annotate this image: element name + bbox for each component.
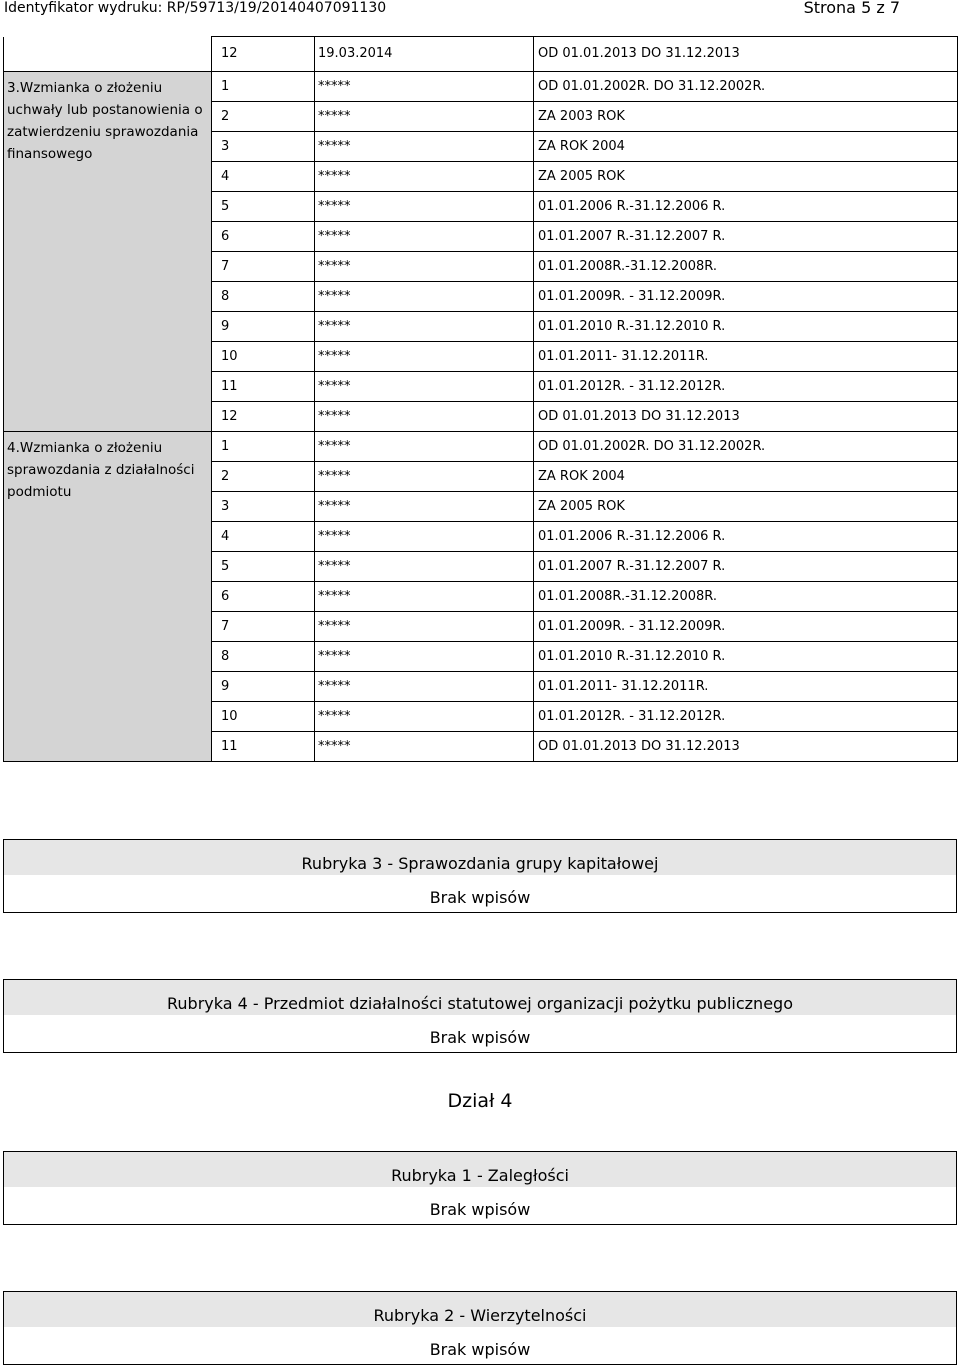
table-row [4,71,958,101]
entry-date: ***** [315,161,534,191]
entry-value: 01.01.2012R. - 31.12.2012R. [534,701,958,731]
entry-value: 01.01.2012R. - 31.12.2012R. [534,371,958,401]
entry-value: 01.01.2006 R.-31.12.2006 R. [534,521,958,551]
entry-value: 01.01.2009R. - 31.12.2009R. [534,611,958,641]
entry-value: 01.01.2009R. - 31.12.2009R. [534,281,958,311]
entry-date: ***** [315,701,534,731]
empty-label-cell [4,37,212,72]
entry-value: ZA ROK 2004 [534,461,958,491]
entry-value: 01.01.2007 R.-31.12.2007 R. [534,551,958,581]
entry-date: ***** [315,341,534,371]
entry-date: ***** [315,611,534,641]
entry-date: ***** [315,641,534,671]
entry-number: 9 [212,671,315,701]
rubryka-1-title: Rubryka 1 - Zaległości [391,1166,569,1185]
print-identifier: Identyfikator wydruku: RP/59713/19/20140407091130 [4,0,387,16]
entry-date: ***** [315,731,534,761]
entry-value: ZA 2005 ROK [534,491,958,521]
entry-date: ***** [315,581,534,611]
entry-date: ***** [315,551,534,581]
entry-value: OD 01.01.2013 DO 31.12.2013 [534,37,958,72]
entry-number: 5 [212,551,315,581]
entry-date: ***** [315,401,534,431]
rubryka-3-empty: Brak wpisów [429,888,531,907]
entry-number: 3 [212,131,315,161]
entry-number: 1 [212,71,315,101]
entry-value: OD 01.01.2013 DO 31.12.2013 [534,401,958,431]
section-heading: Dział 4 [447,1090,513,1112]
rubryka-2-title: Rubryka 2 - Wierzytelności [373,1306,587,1325]
entry-number: 10 [212,701,315,731]
entry-number: 1 [212,431,315,461]
entry-number: 12 [212,401,315,431]
entry-date: ***** [315,671,534,701]
section4-label: 4.Wzmianka o złożeniu sprawozdania z działalności podmiotu [4,431,212,761]
entry-date: ***** [315,461,534,491]
entry-date: ***** [315,251,534,281]
rubryka-1-empty: Brak wpisów [429,1200,531,1219]
entry-number: 7 [212,611,315,641]
entry-value: OD 01.01.2002R. DO 31.12.2002R. [534,71,958,101]
entry-number: 8 [212,641,315,671]
entry-value: 01.01.2008R.-31.12.2008R. [534,251,958,281]
entry-number: 11 [212,371,315,401]
entry-number: 12 [212,37,315,72]
entry-value: 01.01.2007 R.-31.12.2007 R. [534,221,958,251]
entry-value: 01.01.2011- 31.12.2011R. [534,341,958,371]
entry-date: ***** [315,101,534,131]
entry-value: 01.01.2011- 31.12.2011R. [534,671,958,701]
entry-number: 2 [212,461,315,491]
entry-number: 6 [212,221,315,251]
entry-date: 19.03.2014 [315,37,534,72]
entry-date: ***** [315,311,534,341]
table-row [4,37,958,72]
register-table [3,36,958,762]
entry-number: 6 [212,581,315,611]
entry-number: 11 [212,731,315,761]
entry-number: 4 [212,521,315,551]
entry-date: ***** [315,281,534,311]
entry-number: 2 [212,101,315,131]
entry-date: ***** [315,71,534,101]
section3-label: 3.Wzmianka o złożeniu uchwały lub postanowienia o zatwierdzeniu sprawozdania finansowego [4,71,212,431]
rubryka-3-title: Rubryka 3 - Sprawozdania grupy kapitałowej [301,854,659,873]
entry-value: 01.01.2008R.-31.12.2008R. [534,581,958,611]
entry-value: 01.01.2010 R.-31.12.2010 R. [534,641,958,671]
entry-date: ***** [315,131,534,161]
entry-date: ***** [315,191,534,221]
entry-date: ***** [315,431,534,461]
entry-value: ZA 2005 ROK [534,161,958,191]
rubryka-4-empty: Brak wpisów [429,1028,531,1047]
entry-value: OD 01.01.2013 DO 31.12.2013 [534,731,958,761]
entry-number: 9 [212,311,315,341]
entry-date: ***** [315,491,534,521]
table-row [4,431,958,461]
rubryka-2-empty: Brak wpisów [429,1340,531,1359]
entry-date: ***** [315,371,534,401]
page-number: Strona 5 z 7 [803,0,900,17]
entry-date: ***** [315,521,534,551]
entry-value: 01.01.2010 R.-31.12.2010 R. [534,311,958,341]
entry-value: 01.01.2006 R.-31.12.2006 R. [534,191,958,221]
entry-number: 4 [212,161,315,191]
entry-date: ***** [315,221,534,251]
rubryka-4-title: Rubryka 4 - Przedmiot działalności statutowej organizacji pożytku publicznego [167,994,793,1013]
entry-value: OD 01.01.2002R. DO 31.12.2002R. [534,431,958,461]
entry-number: 5 [212,191,315,221]
entry-value: ZA 2003 ROK [534,101,958,131]
entry-value: ZA ROK 2004 [534,131,958,161]
entry-number: 8 [212,281,315,311]
entry-number: 7 [212,251,315,281]
entry-number: 3 [212,491,315,521]
entry-number: 10 [212,341,315,371]
